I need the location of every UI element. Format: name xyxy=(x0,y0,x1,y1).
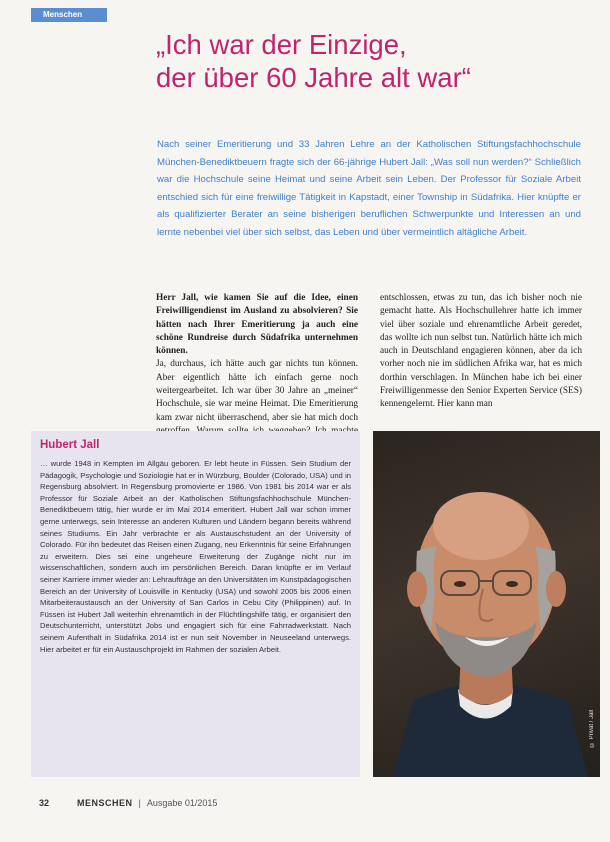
section-tag: Menschen xyxy=(31,8,107,22)
headline-line-2: der über 60 Jahre alt war“ xyxy=(156,62,471,93)
footer-separator: | xyxy=(138,798,141,808)
photo-credit: © Privat / Jall xyxy=(589,709,595,747)
magazine-name: MENSCHEN xyxy=(77,798,133,808)
portrait-photo xyxy=(373,431,600,777)
interview-question: Herr Jall, wie kamen Sie auf die Idee, einen Freiwilligendienst im Ausland zu absolvieren? Sie hätten nach Ihrer Emeritierung ja auch eine schöne Rundreise durch Südafrika unternehmen können. xyxy=(156,293,358,357)
headline xyxy=(156,28,596,94)
interview-answer: Ja, durchaus, ich hätte auch gar nichts tun können. Aber eigentlich hätte ich einfach gerne noch weitergearbeitet. Ich war über 30 Jahre an „meiner“ Hochschule, sie war meine Heimat. Die Emeritierung kam zwar nicht überraschend, aber sie hat mich doch entschlossen, etwas zu tun, das ich bisher noch nie gemacht hatte. Als Hochschullehrer hatte ich immer viel über soziale und ehrenamtliche Arbeit geredet, das wollte ich nun selbst tun. Natürlich hätte ich mich auch in Deutschland engagieren können, aber da ich vorher noch nie im südlichen Afrika war, hat es mich dorthin verschlagen. In München habe ich bei einer Freiwilligenmesse den Senior Experten Service (SES) kennengelernt. Hier kann man xyxy=(156,293,582,423)
issue-label: Ausgabe 01/2015 xyxy=(146,798,218,808)
page-number: 32 xyxy=(39,798,50,808)
page-footer xyxy=(39,798,217,808)
headline-line-1: „Ich war der Einzige, xyxy=(156,29,407,60)
bio-box xyxy=(31,431,360,777)
interview-columns xyxy=(156,292,582,454)
portrait-illustration xyxy=(373,431,600,777)
bio-text: … wurde 1948 in Kempten im Allgäu geboren. Er lebt heute in Füssen. Sein Studium der Pädagogik, Psychologie und Soziologie hat er in Würzburg, Boulder (Colorado, USA) und in Regensburg absolviert. In Regensburg promovierte er 1986. Von 1981 bis 2014 war er als Professor für Soziale Arbeit an der Katholischen Stiftungsfachhochschule München-Benediktbeuern tätig, hier wurde er im Mai 2014 emeritiert. Hubert Jall war schon immer gerne unterwegs, sein Interesse an anderen Kulturen und Ländern begann bereits während seines Studiums. Ein Jahr verbrachte er als Austauschstudent an der University of Colorado. Für ihn bedeutet das Reisen einen Zugang, neu Erkenntnis für seine Erfahrungen zu erweitern. Dies sei eine ungeheure Erweiterung der Zugänge nicht nur im wissenschaftlichen, sondern auch im persönlichen Bereich. Daran knüpfte er im Verlauf seiner Karriere immer wieder an: Lehraufträge an den Universitäten im Kunstpädagogischen Bereich an der University of Louisville in Kentucky (USA) und sowohl 2005 bis 2006 einen Mitarbeiteraustausch an der University of San Carlos in Cebu City (Philippinen) auf. In Füssen ist Hubert Jall weiterhin ehrenamtlich in der Flüchtlingshilfe tätig, er organisiert den Deutschunterricht, unterstützt Jobs und engagiert sich für eine Fahrradwerkstatt. Nach seinem Aufenthalt in Südafrika 2014 ist er nun seit November in Neuseeland unterwegs. Hier arbeitet er für ein Austauschprojekt im Rahmen der sozialen Arbeit. xyxy=(40,459,351,654)
intro-paragraph: Nach seiner Emeritierung und 33 Jahren Lehre an der Katholischen Stiftungsfachhochschule München-Benediktbeuern fragte sich der 66-jährige Hubert Jall: „Was soll nun werden?“ Schließlich war die Hochschule seine Heimat und seine Arbeit sein Leben. Der Professor für Soziale Arbeit entschied sich für eine freiwillige Tätigkeit in Kapstadt, einer Township in Südafrika. Hier knüpfte er als qualifizierter Berater an seine bisherigen beruflichen Schwerpunkte und Interessen an und lernte nebenbei viel über sich selbst, das Leben und über vermeintlich altägliche Arbeit. xyxy=(157,139,581,238)
bio-name: Hubert Jall xyxy=(40,439,100,451)
